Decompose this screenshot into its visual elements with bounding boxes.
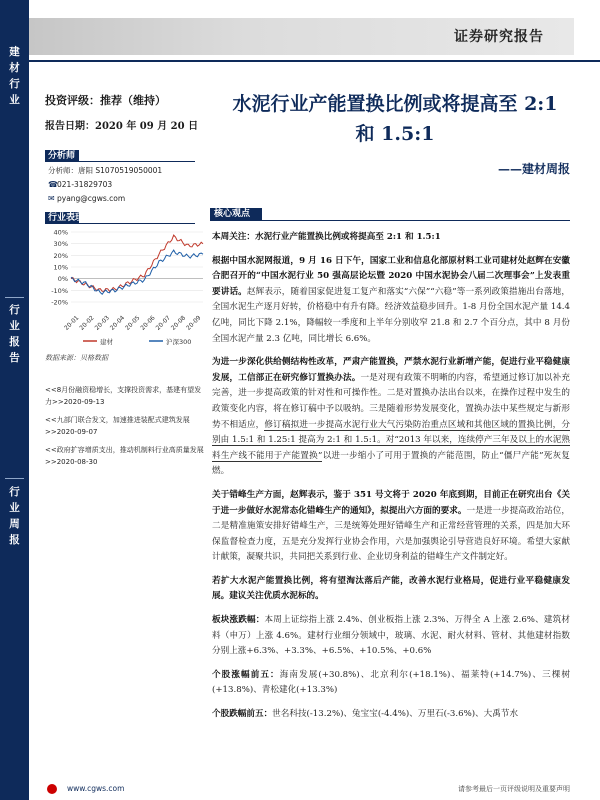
legend-label: 建材 (100, 338, 113, 346)
mail-icon: ✉ (48, 194, 55, 203)
paragraph: 为进一步深化供给侧结构性改革，严肃产能置换，严禁水泥行业新增产能，促进行业平稳健康发展，工信部正在研究修订置换办法。一是对现有政策不明晰的内容，希望通过修订加以补充完善，进一步提高政策的针对性和可操作性。二是对置换办法出台以来，在操作过程中发生的政策变化内容，将在修订稿中予以吸纳。三是随着形势发展变化，置换办法中某些规定与新形势不相适应，修订稿拟进一步提高水泥行业大气污染防治重点区域和其他区域的置换比例，分别由 1.5:1 和 1.25:1 提高为 2:1 和 1.5:1。对“2013 年以来，连续停产三年及以上的水泥熟料生产线不能用于产能置换”以进一步缩小了可用于置换的产能范围，防止“僵尸产能”死灰复燃。 (212, 357, 570, 477)
x-tick-label: 20-07 (154, 314, 172, 332)
report-subtitle: ——建材周报 (497, 162, 570, 176)
legend-label: 沪深300 (166, 338, 192, 346)
paragraph: 若扩大水泥产能置换比例，将有望淘汰落后产能，改善水泥行业格局，促进行业平稳健康发展。建议关注优质水泥标的。 (212, 575, 570, 602)
footer (29, 780, 600, 800)
paragraph: 根据中国水泥网报道，9 月 16 日下午，国家工业和信息化部原材料工业司建材处赵辉在安徽合肥召开的“中国水泥行业 50 强高层论坛暨 2020 中国水泥协会八届二次理事会”上发表重要讲话。赵辉表示，随着国家促进复工复产和落实“六保”“六稳”等一系列政策措施出台落地，全国水泥生产逐月好转，价格稳中有升有降。经济效益稳步回升。1-8 月份全国水泥产量 14.4 亿吨，同比下降 2.1%，降幅较一季度和上半年分别收窄 21.8 和 2.7 个百分点，其中 8 月份全国水泥产量 2.3 亿吨，同比增长 6.6%。 (212, 255, 570, 344)
x-tick-label: 20-06 (139, 314, 157, 332)
sidebar-label-weekly: 行 业 周 报 (9, 486, 20, 546)
sidebar-divider (5, 297, 24, 298)
x-tick-label: 20-02 (78, 314, 96, 332)
y-tick-label: 30% (53, 240, 68, 249)
analyst-section-header: 分析师 (45, 150, 195, 162)
sidebar-divider (5, 478, 24, 479)
top-losers-paragraph: 个股跌幅前五：世名科技(-13.2%)、兔宝宝(-4.4%)、万里石(-3.6%)、大禹节水 (212, 709, 519, 720)
phone-icon: ☎ (48, 180, 58, 189)
y-tick-label: 10% (53, 263, 68, 272)
x-tick-label: 20-09 (185, 314, 203, 332)
company-logo-icon (47, 784, 57, 794)
chart-svg (45, 226, 208, 348)
report-title (205, 89, 585, 149)
x-tick-label: 20-05 (124, 314, 142, 332)
analyst-email[interactable]: ✉ pyang@cgws.com (48, 194, 126, 203)
core-view-header: 核心观点 (210, 208, 570, 221)
y-tick-label: 20% (53, 251, 68, 260)
report-type: 证券研究报告 (454, 29, 544, 45)
y-tick-label: 40% (53, 228, 68, 237)
industry-performance-chart (45, 226, 208, 348)
related-reports (45, 384, 205, 474)
paragraph: 关于错峰生产方面，赵辉表示，鉴于 351 号文将于 2020 年底到期，目前正在研究出台《关于进一步做好水泥常态化错峰生产的通知》，拟提出六方面的要求。一是进一步提高政治站位，二是精准施策安排好错峰生产，三是统筹处理好错峰生产和正常经营管理的关系，四是加大环保监督检查力度，五是充分发挥行业协会作用，六是加强舆论引导营造良好环境。希望大家献计献策，凝聚共识，共同把关系到行业、企业切身利益的错峰生产文件制定好。 (212, 489, 570, 563)
sector-change-paragraph: 板块涨跌幅：本周上证综指上涨 2.4%、创业板指上涨 2.3%、万得全 A 上涨 2.6%、建筑材料（申万）上涨 4.6%。建材行业细分领域中，玻璃、水泥、耐火材料、管材、其他建材指数分别上涨+6.3%、+3.3%、+6.5%、+10.5%、+0.6% (212, 615, 570, 657)
sidebar-label-industry: 建 材 行 业 (9, 46, 20, 106)
y-tick-label: -20% (51, 298, 68, 307)
report-body (212, 230, 570, 731)
x-tick-label: 20-01 (63, 314, 81, 332)
focus-paragraph: 本周关注：水泥行业产能置换比例或将提高至 2:1 和 1.5:1 (212, 232, 441, 242)
company-url[interactable]: www.cgws.com (67, 784, 125, 793)
investment-rating: 投资评级：推荐（维持） (45, 94, 166, 107)
y-tick-label: 0% (57, 275, 68, 284)
related-report-link[interactable]: <<九部门联合发文，加速推进装配式建筑发展>>2020-09-07 (45, 416, 190, 436)
analyst-phone: ☎021-31829703 (48, 180, 113, 189)
disclaimer: 请参考最后一页评级说明及重要声明 (458, 785, 570, 793)
section-rule (45, 161, 195, 162)
report-date: 报告日期：2020 年 09 月 20 日 (45, 121, 199, 132)
left-sidebar (0, 0, 29, 800)
header-rule (29, 60, 600, 62)
section-rule (45, 223, 195, 224)
related-report-link[interactable]: <<政府扩容增质支出，推动机制料行业高质量发展>>2020-08-30 (45, 446, 204, 466)
y-tick-label: -10% (51, 286, 68, 295)
title-line-2: 和 1.5:1 (355, 123, 435, 145)
sidebar-label-report: 行 业 报 告 (9, 304, 20, 364)
title-line-1: 水泥行业产能置换比例或将提高至 2:1 (232, 93, 558, 115)
header-bar (29, 18, 574, 55)
top-gainers-paragraph: 个股涨幅前五：海南发展(+30.8%)、北京利尔(+18.1%)、福莱特(+14.7%)、三棵树(+13.8%)、青松建化(+13.3%) (212, 669, 570, 696)
x-tick-label: 20-03 (93, 314, 111, 332)
chart-source: 数据来源：贝格数据 (45, 354, 108, 362)
analyst-name: 分析师：唐阳 S1070519050001 (48, 166, 163, 175)
x-tick-label: 20-04 (108, 314, 127, 332)
x-tick-label: 20-08 (169, 314, 188, 332)
related-report-link[interactable]: <<8月份融资稳增长，支撑投资需求，基建有望发力>>2020-09-13 (45, 386, 202, 406)
industry-performance-header: 行业表现 (45, 212, 195, 224)
